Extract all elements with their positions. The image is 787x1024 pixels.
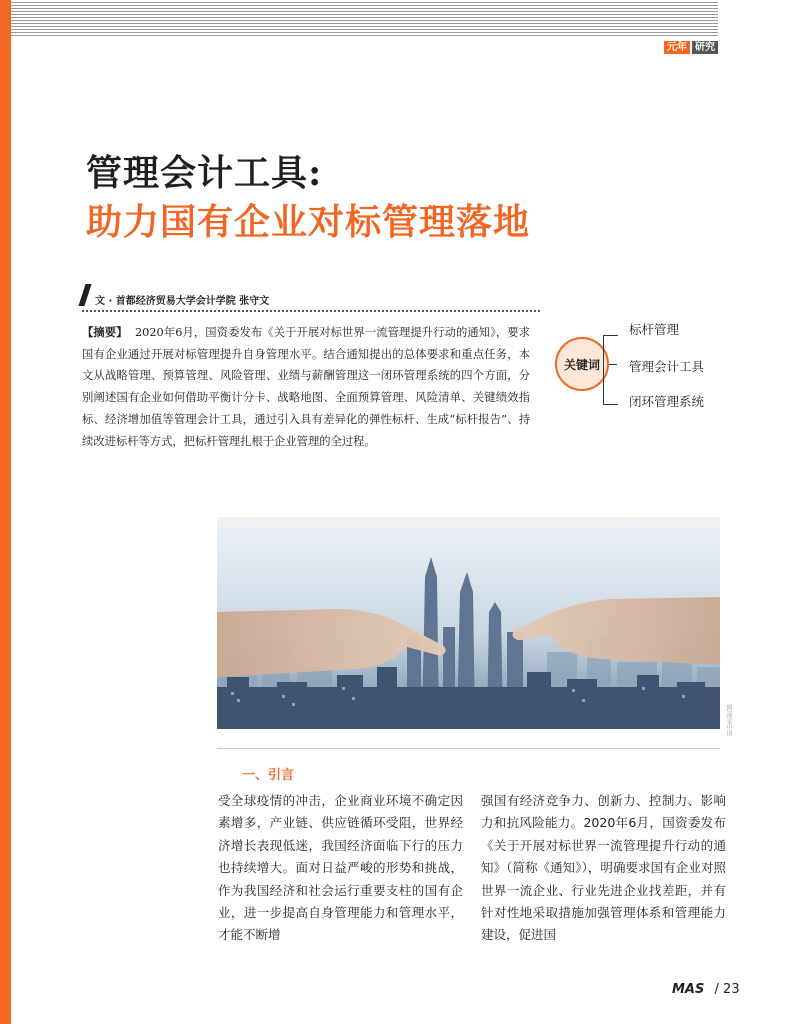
section-heading: 一、引言 [242,768,295,783]
footer-separator: / [714,982,719,997]
keywords-bracket-tick [609,364,617,365]
page-footer [672,982,740,997]
article-title-line1: 管理会计工具: [86,152,323,194]
byline-slash-mark [78,284,91,306]
keywords-bracket [603,335,618,405]
abstract [82,322,530,452]
keywords-label: 关键词 [563,357,600,372]
keyword-item: 标杆管理 [629,322,680,337]
article-title-line2: 助力国有企业对标管理落地 [86,201,531,243]
section-divider [217,748,720,749]
column-tags [664,41,718,54]
author-byline: 文 · 首都经济贸易大学会计学院 张守文 [95,296,270,307]
body-column-2: 强国有经济竞争力、创新力、控制力、影响力和抗风险能力。2020年6月，国资委发布《关于开展对标世界一流管理提升行动的通知》（简称《通知》），明确要求国有企业对照世界一流企业、行业先进企业找差距，并有针对性地采取措施加强管理体系和管理能力建设，促进国 [481,793,726,943]
dotted-divider [82,310,540,312]
magazine-logo: MAS [672,982,705,997]
keyword-item: 管理会计工具 [629,359,705,374]
tag-research: 研究 [692,41,718,54]
handshake-city-photo [217,517,720,729]
page-number: 23 [723,982,740,997]
header-stripes [11,0,718,36]
body-column-1: 受全球疫情的冲击，企业商业环境不确定因素增多，产业链、供应链循环受阻，世界经济增长表现低迷，我国经济面临下行的压力也持续增大。面对日益严峻的形势和挑战，作为我国经济和社会运行重要支柱的国有企业，进一步提高自身管理能力和管理水平，才能不断增 [218,793,463,943]
keyword-item: 闭环管理系统 [629,394,705,409]
abstract-text: 2020年6月，国资委发布《关于开展对标世界一流管理提升行动的通知》，要求国有企业通过开展对标管理提升自身管理水平。结合通知提出的总体要求和重点任务，本文从战略管理、预算管理、风险管理、业绩与薪酬管理这一闭环管理系统的四个方面，分别阐述国有企业如何借助平衡计分卡、战略地图、全面预算管理、风险清单、关键绩效指标、经济增加值等管理会计工具，通过引入具有差异化的弹性标杆、生成“标杆报告”、持续改进标杆等方式，把标杆管理扎根于企业管理的全过程。 [82,326,531,448]
side-accent-bar [0,0,11,1024]
abstract-label: 【摘要】 [82,326,128,339]
keywords-badge [555,337,609,391]
photo-credit: 图/视觉中国 [725,704,732,737]
tag-yuannian: 元年 [664,41,690,54]
